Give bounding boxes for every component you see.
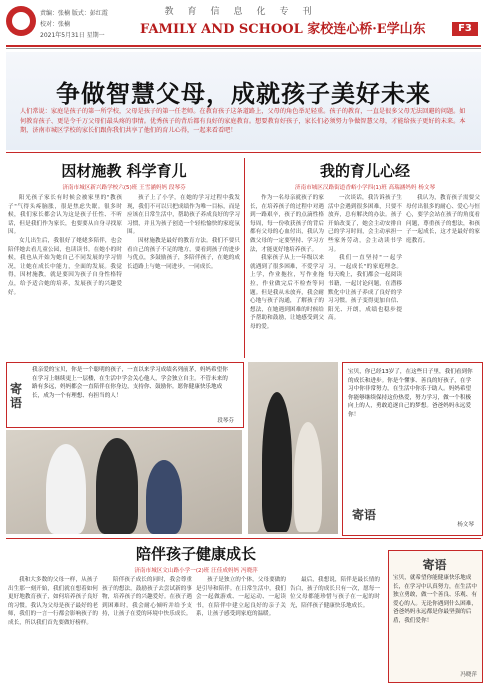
right-letter-signature: 杨文琴 (457, 522, 474, 528)
bottom-letter-text: 宝贝，就希望你能健康快乐地成长，在学习中认真努力，在生活中独立勇敢，做一个善良、乐观、有爱心的人。无论你遇到什么困难，爸爸妈妈永远都是你最坚强的后盾，我们爱你！ (393, 575, 477, 624)
column-divider (244, 158, 245, 358)
paragraph: 阳光孩子家长有时候会被家里的"教孩子"气得头疼脑胀，很是焦虑失眠。很多时候，我们家长都会认为这是孩子任性、不听话，但是我们作为家长，也要要从自身寻找原因。 (8, 195, 122, 236)
person-figure (46, 444, 86, 534)
page-number-badge: F3 (452, 22, 478, 36)
left-letter-text: 我亲爱的宝贝，你是一个聪明的孩子，一直以来学习成绩名列前茅，妈妈希望你在学习上继续更上一层楼，在生活中学会关心他人，学会独立自主。不管未来的路有多远，妈妈都会一直陪伴在你身边，支持你、鼓励你。愿你健康快乐地成长，成为一个有理想、有担当的人！ (32, 367, 228, 399)
right-article-col3 (406, 194, 480, 358)
right-article-byline: 济南市城区汉路街道香峪小学四(1)班 高瑞涵妈妈 杨文琴 (294, 185, 436, 191)
bottom-article-col3 (196, 576, 286, 681)
paragraph: 我家孩子从上一年级以来就遇到了很多困难，不爱学习上学，作业拖拉，写作业拖拉，作业做完后不检查等问题。但是我从未放弃，我会耐心地与孩子沟通，了解孩子的想法，在她遇到困难的时候给予帮助和鼓励，让她感受到父母的爱。 (250, 255, 324, 330)
person-figure (262, 392, 292, 532)
paragraph: 最后，我想说，陪伴是最长情的告白，孩子的成长只有一次，愿每一位父母都能珍惜与孩子在一起的时光，陪伴孩子健康快乐地成长。 (290, 577, 380, 609)
bottom-letter-signature: 冯晓萍 (460, 672, 477, 678)
right-article-col1 (250, 194, 324, 358)
person-figure (146, 460, 182, 534)
bottom-article-col4 (290, 576, 380, 681)
paragraph: 陪伴孩子成长的同时，我会尊重孩子的想法，鼓励孩子去尝试新的事物，培养孩子的兴趣爱好。在孩子遇到困难时，我会耐心倾听并给予支持，让孩子在爱的环境中快乐成长。 (102, 577, 192, 618)
editor-line: 责编：张楠 版式：彭红霞 (40, 10, 108, 17)
paragraph: 我认为，教育孩子需要父母付出很多的耐心、爱心与恒心，要学会站在孩子的角度看问题，尊重孩子的想法，和孩子一起成长，这才是最好的家庭教育。 (406, 195, 480, 244)
right-article-title: 我的育儿心经 (319, 162, 410, 180)
paragraph: 因材施教是最好的教育方法。我们不要只看自己的孩子不足的地方，要看到孩子的进步与优点，多鼓励孩子，多陪伴孩子，在她的成长道路上与她一同进步，一同成长。 (127, 237, 240, 270)
intro-paragraph: 人们常说：家庭是孩子的第一所学校，父母是孩子的第一任老师。在教育孩子这条道路上，父母的角色举足轻重。孩子的教育，一直是很多父母无法回避的问题。如何教育孩子、更是令千万父母们最头疼的事情。优秀孩子的背后都有良好的家庭教育。想要教育好孩子，家长们必须努力争做智慧父母，才能给孩子更好的未来。本期，济南市城区学校的家长们跟你我们共享了他们的育儿心得，一起来看看吧！ (20, 108, 466, 134)
right-letter-label: 寄语 (352, 508, 377, 522)
bottom-article-byline: 济南市城区文山路小学一(2)班 汪佳成妈妈 冯晓萍 (134, 568, 258, 574)
family-photo-right (248, 362, 338, 534)
section-divider (6, 538, 481, 539)
right-letter-text: 宝贝，你已经13岁了，在这些日子里，我们看到你的成长和进步。你是个懂事、善良的好孩子，在学习中你非常努力，在生活中你乐于助人。妈妈希望你能够继续保持这份热爱，努力学习，做一个积极向上的人，勇敢追逐自己的梦想。爸爸妈妈永远爱你！ (348, 369, 473, 418)
left-letter-label: 寄语 (10, 382, 23, 410)
left-article-byline: 济南市城区新兴路学校六(5)班 王雪涵妈妈 段琴芬 (62, 185, 186, 191)
bottom-article-col2 (102, 576, 192, 681)
paragraph: 作为一名母亲就孩子的家长，在培养孩子的过程中对遇到一路艰辛，孩子的点滴性格每周，每一份收获孩子的背后都有父母的心血付出，我认为做父母的一定要坚持、学习方法，才能更好地培养孩子。 (250, 195, 324, 253)
person-figure (96, 438, 138, 534)
left-article-title: 因材施教 科学育儿 (61, 162, 187, 180)
header-rule-thin (6, 48, 481, 49)
left-letter-signature: 段琴芬 (217, 418, 234, 424)
paragraph: 我和大多数的父母一样，从孩子出生那一刻开始，我们就在想着如何更好地教育孩子，如何培养孩子良好的习惯。我认为父母是孩子最好的老师，我们的一言一行都会影响孩子的成长，所以我们首先要做好榜样。 (8, 577, 98, 626)
paragraph: 我们一直坚持"一起学习，一起成长"的家庭理念。每天晚上，我们都会一起阅读书籍，一起讨论问题，在潜移默化中让孩子养成了良好的学习习惯。孩子变得更加自信、阳光、开朗，成绩也稳步提高。 (328, 255, 402, 322)
family-photo-left (6, 430, 242, 534)
issue-date: 2021年5月31日 星期一 (40, 32, 105, 39)
header-rule (6, 45, 481, 47)
banner-divider (6, 152, 481, 153)
paragraph: 一次谈话，我告诉孩子生活中会遇到很多困难，只要不放弃，总有解决的办法。孩子开始改变了，她会主动安排自己的学习时间，会主动承担一些家务劳动，会主动读书学习。 (328, 195, 402, 253)
proofread-line: 校对：张楠 (40, 21, 71, 28)
bottom-article-title: 陪伴孩子健康成长 (135, 545, 256, 563)
section-title: FAMILY AND SCHOOL 家校连心桥·E学山东 (140, 22, 426, 37)
main-headline: 争做智慧父母，成就孩子美好未来 (56, 79, 431, 108)
section-label: 教育信息化专刊 (164, 7, 326, 17)
left-article-col2 (127, 194, 240, 358)
newspaper-logo-inner (12, 12, 30, 30)
bottom-article-col1 (8, 576, 98, 681)
paragraph: 孩子上了小学，在她的学习过程中我发现，我们不可以只把成绩作为唯一目标，而是应该在日常生活中，帮助孩子养成良好的学习习惯，并且为孩子创造一个轻松愉快的家庭氛围。 (127, 195, 240, 236)
left-article-col1 (8, 194, 122, 358)
paragraph: 女儿出生后，我很好了姥姥多陪伴，也会陪伴她去看儿童公园，也读读书。在她小的时候，我也从开始为她自己不同发展的学习情况，让她在成长中能力，全面的发展。我觉得，因材施教，就是要因为孩子自身性格特点，给予适合她的培养，发展孩子的兴趣爱好。 (8, 237, 122, 296)
person-figure (294, 422, 322, 532)
paragraph: 孩子是独立的个体，父母要做的是引导和陪伴。在日常生活中，我们会一起做游戏、一起运动、一起读书，在陪伴中建立起良好的亲子关系，让孩子感受到家庭的温暖。 (196, 577, 286, 618)
right-article-col2 (328, 194, 402, 358)
bottom-letter-label: 寄语 (422, 558, 447, 572)
